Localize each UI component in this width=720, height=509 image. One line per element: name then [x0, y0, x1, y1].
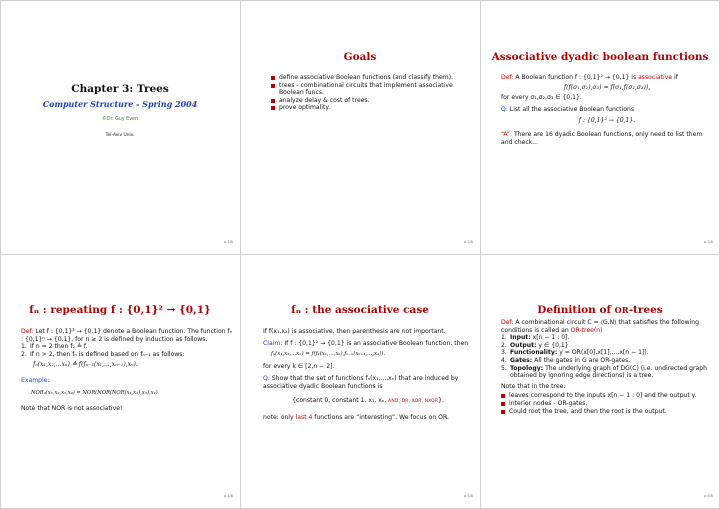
def-label: Def: [501, 74, 514, 81]
list-item: define associative Boolean functions (and classify them). [271, 74, 473, 82]
list-item: 1. If n = 2 then f₂ ≜ f. [21, 343, 88, 351]
equation: fₙ(x₁,x₂,...xₙ) ≜ f(fₙ₋₁(x₁,...,xₙ₋₁),xₙ). [33, 361, 138, 369]
note: note: only last 4 functions are “interesting”. We focus on OR. [263, 414, 449, 422]
equation: fₙ(x₁,x₂,...xₙ) = f(fₖ(x₁,...,xₖ),fₙ₋ₖ(xₖ₊₁,...,xₙ)). [271, 351, 386, 358]
slide-body [263, 328, 473, 422]
slide-body [501, 74, 713, 146]
note: Note that NOR is not associative! [21, 405, 123, 413]
example-label: Example: [21, 376, 50, 384]
list-item: trees - combinational circuits that implement associative Boolean funcs. [271, 82, 473, 97]
forall: for every k ∈ [2,n − 2]. [263, 362, 335, 370]
slide-body [21, 328, 233, 413]
slide-title-or-trees: Definition of OR-trees [537, 304, 663, 316]
def-text: A combinational circuit C = ⟨G,N⟩ that satisfies the following conditions is called an [501, 319, 699, 334]
def-term: associative [638, 74, 673, 81]
list-item: prove optimality. [271, 104, 473, 112]
list-item: 1. Input: x[n − 1 : 0]. [501, 334, 570, 342]
q-label: Q: [263, 375, 270, 383]
def-label: Def: [501, 319, 514, 326]
list-item: 3. Functionality: y = OR(x[0],x[1],...,x[n − 1]). [501, 349, 649, 357]
page-number: p.2/8 [464, 240, 473, 244]
slide-or-trees [481, 257, 719, 504]
definition [21, 328, 233, 343]
list-item: 2. Output: y ∈ {0,1} [501, 341, 569, 349]
slide-fn-repeating [1, 257, 239, 504]
map: f : {0,1}² → {0,1}. [578, 117, 636, 125]
claim [263, 340, 473, 348]
page-number: p.3/8 [704, 240, 713, 244]
q-label: Q: [501, 105, 508, 113]
list-item: interior nodes - OR-gates. [501, 400, 713, 408]
page-number: p.6/8 [704, 494, 713, 498]
function-set: {constant 0, constant 1, x₁, xₙ, AND, OR, XOR, NXOR}. [292, 396, 444, 404]
def-term: OR-tree(n) [570, 326, 603, 334]
slide-title [1, 3, 239, 250]
list-item: 5. Topology: The underlying graph of DG(C) (i.e. undirected graph obtained by ignoring edge directions) is a tree. [501, 364, 707, 380]
slide-fn-associative [241, 257, 479, 504]
list-item: 4. Gates: All the gates in G are OR-gates. [501, 356, 631, 364]
slide-goals [241, 3, 479, 250]
list-item: 2. If n > 2, then fₙ is defined based on fₙ₋₁ as follows: [21, 350, 185, 358]
slide-title-associative: Associative dyadic boolean functions [491, 51, 709, 63]
claim-label: Claim: [263, 339, 283, 347]
slide-title-goals: Goals [343, 51, 377, 63]
goals-list [271, 74, 473, 112]
chapter-title: Chapter 3: Trees [71, 83, 169, 95]
note: Note that in the tree: [501, 382, 566, 390]
def-label: Def: [21, 328, 34, 335]
claim-text: If f : {0,1}² → {0,1} is an associative Boolean function, then [284, 339, 469, 347]
q-text: Show that the set of functions fₙ(x₁,...,xₙ) that are induced by associative dyadic Boolean functions is [263, 375, 459, 390]
affiliation: Tel-Aviv Univ. [105, 133, 135, 138]
question [501, 106, 713, 114]
q-text: List all the associative Boolean functions [509, 105, 635, 113]
equation: f(f(σ₁,σ₂),σ₃) = f(σ₁,f(σ₂,σ₃)), [563, 83, 651, 91]
author: ©Dr. Guy Even [101, 117, 139, 122]
forall: for every σ₁,σ₂,σ₃ ∈ {0,1}. [501, 94, 582, 102]
page-number: p.5/8 [464, 494, 473, 498]
paragraph: If f(x₁,x₂) is associative, then parenthesis are not important. [263, 328, 446, 335]
slide-body [501, 319, 713, 415]
a-text: There are 16 dyadic Boolean functions, only need to list them and check... [501, 130, 703, 146]
page-number: p.4/8 [224, 494, 233, 498]
page-number: p.1/8 [224, 240, 233, 244]
slide-title-fn: fₙ : repeating f : {0,1}² → {0,1} [29, 304, 211, 316]
divider [0, 254, 720, 255]
course-subtitle: Computer Structure - Spring 2004 [42, 99, 198, 109]
list-item: leaves correspond to the inputs x[n − 1 : 0] and the output y. [501, 392, 713, 400]
question [263, 375, 473, 390]
example-equation: NOR₄(x₁,x₂,x₃,x₄) = NOR(NOR(NOR(x₁,x₂),x₃),x₄). [31, 389, 160, 396]
tree-notes [501, 392, 713, 415]
def-text: Let f : {0,1}² → {0,1} denote a Boolean function. The function fₙ : {0,1}ⁿ → {0,1}, for n ≥ 2 is defined by induction as follows. [21, 328, 233, 343]
list-item: Could root the tree, and then the root is the output. [501, 408, 713, 416]
answer [501, 131, 713, 146]
def-end: if [674, 74, 678, 81]
a-label: “A”: [501, 130, 512, 138]
slide-associative [481, 3, 719, 250]
slide-title-fn-assoc: fₙ : the associative case [291, 304, 429, 316]
divider [0, 0, 720, 1]
definition [501, 319, 713, 334]
list-item: analyze delay & cost of trees. [271, 97, 473, 105]
def-text: A Boolean function f : {0,1}² → {0,1} is [515, 74, 637, 81]
definition [501, 74, 713, 82]
